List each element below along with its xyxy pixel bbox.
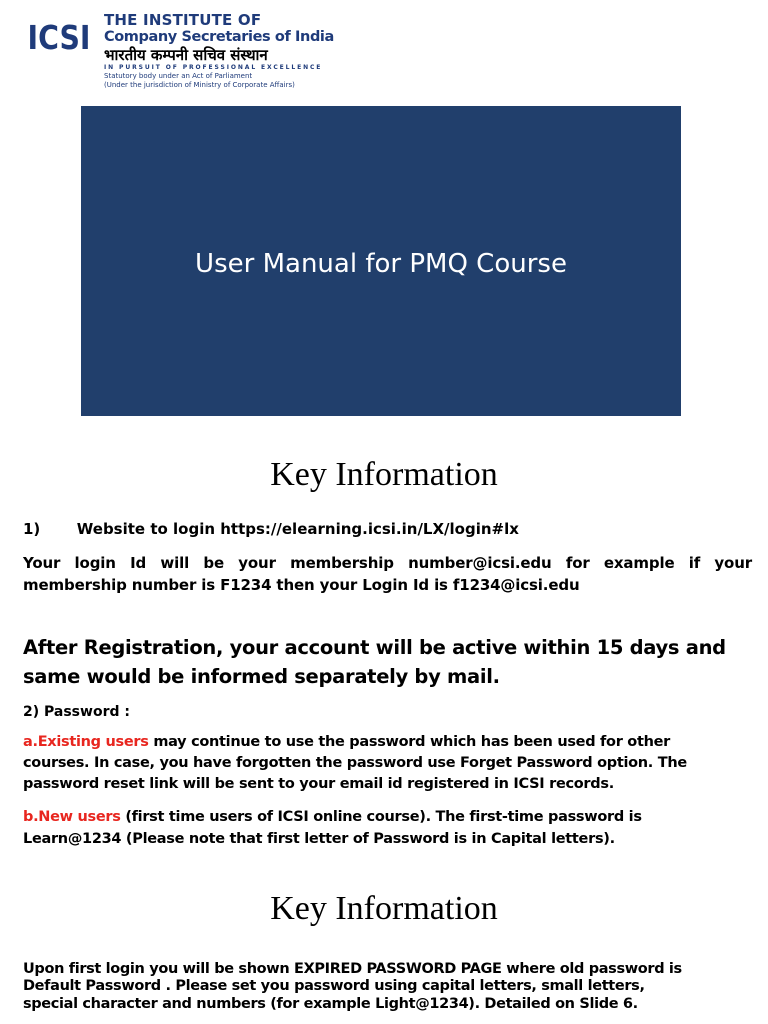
existing-users-line-3: password reset link will be sent to your email id registered in ICSI records. bbox=[23, 776, 614, 792]
logo-mark-text: ICSI bbox=[28, 18, 90, 58]
existing-users-line-2: courses. In case, you have forgotten the password use Forget Password option. The bbox=[23, 755, 687, 771]
website-item bbox=[23, 519, 752, 539]
icsi-emblem-icon bbox=[28, 12, 90, 58]
login-id-line-2: membership number is F1234 then your Login Id is f1234@icsi.edu bbox=[23, 576, 580, 594]
website-item-number: 1) bbox=[23, 520, 41, 538]
registration-line-2: same would be informed separately by mail. bbox=[23, 665, 500, 688]
existing-users-label: a.Existing users bbox=[23, 734, 149, 750]
registration-line-1: After Registration, your account will be active within 15 days and bbox=[23, 636, 726, 659]
title-banner bbox=[81, 106, 681, 416]
first-login-line-1: Upon first login you will be shown EXPIRED PASSWORD PAGE where old password is bbox=[23, 961, 682, 977]
banner-title: User Manual for PMQ Course bbox=[195, 249, 567, 279]
new-users-text: (first time users of ICSI online course). The first-time password is bbox=[120, 809, 642, 825]
login-id-line-1: Your login Id will be your membership number@icsi.edu for example if your bbox=[23, 554, 752, 572]
existing-users-line-1 bbox=[23, 732, 752, 752]
logo-line-statutory: Statutory body under an Act of Parliament bbox=[104, 72, 253, 80]
password-label: 2) Password : bbox=[23, 704, 130, 720]
website-item-text: Website to login https://elearning.icsi.in/LX/login#lx bbox=[76, 520, 519, 538]
new-users-line-1 bbox=[23, 807, 752, 827]
existing-users-text: may continue to use the password which has been used for other bbox=[148, 734, 671, 750]
new-users-label: b.New users bbox=[23, 809, 121, 825]
logo-line-jurisdiction: (Under the jurisdiction of Ministry of Corporate Affairs) bbox=[104, 81, 295, 89]
section2-heading: Key Information bbox=[270, 890, 498, 927]
logo-line-hindi: भारतीय कम्पनी सचिव संस्थान bbox=[104, 46, 268, 64]
icsi-logo bbox=[28, 8, 358, 108]
first-login-line-2: Default Password . Please set you password using capital letters, small letters, bbox=[23, 978, 645, 994]
logo-line-institute: THE INSTITUTE OF bbox=[104, 11, 262, 29]
first-login-line-3: special character and numbers (for example Light@1234). Detailed on Slide 6. bbox=[23, 996, 638, 1012]
section1-heading: Key Information bbox=[270, 456, 498, 493]
logo-text-block bbox=[104, 12, 334, 90]
new-users-line-2: Learn@1234 (Please note that first letter of Password is in Capital letters). bbox=[23, 831, 615, 847]
logo-line-tagline: IN PURSUIT OF PROFESSIONAL EXCELLENCE bbox=[104, 64, 323, 71]
logo-line-company: Company Secretaries of India bbox=[104, 29, 334, 45]
